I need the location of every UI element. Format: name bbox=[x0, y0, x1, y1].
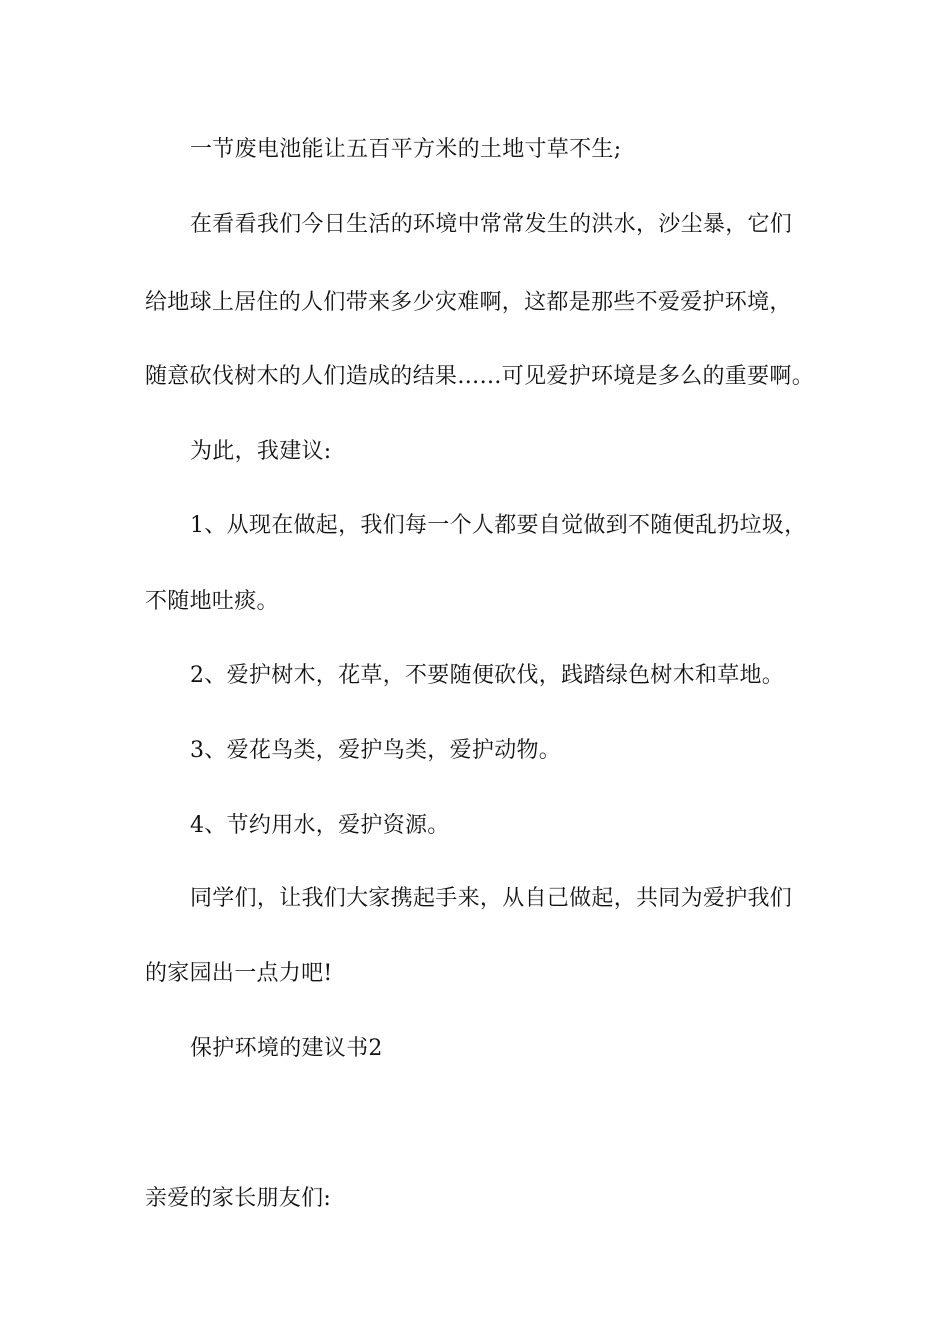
section-title: 保护环境的建议书2 bbox=[190, 1036, 383, 1061]
list-item-3: 3、爱花鸟类，爱护鸟类，爱护动物。 bbox=[190, 738, 562, 763]
list-item-1-line-1: 1、从现在做起，我们每一个人都要自觉做到不随便乱扔垃圾， bbox=[190, 513, 807, 538]
list-item-4: 4、节约用水，爱护资源。 bbox=[190, 813, 450, 838]
paragraph-line-proposal-intro: 为此，我建议: bbox=[190, 439, 332, 464]
salutation: 亲爱的家长朋友们: bbox=[145, 1186, 332, 1211]
paragraph-line-environment-3: 随意砍伐树木的人们造成的结果……可见爱护环境是多么的重要啊。 bbox=[145, 364, 815, 389]
paragraph-line-environment-2: 给地球上居住的人们带来多少灾难啊，这都是那些不爱爱护环境， bbox=[145, 290, 792, 315]
list-item-1-line-2: 不随地吐痰。 bbox=[145, 589, 279, 614]
paragraph-line-battery: 一节废电池能让五百平方米的土地寸草不生; bbox=[190, 137, 622, 162]
paragraph-line-closing-2: 的家园出一点力吧! bbox=[145, 961, 333, 986]
paragraph-line-environment-1: 在看看我们今日生活的环境中常常发生的洪水，沙尘暴，它们 bbox=[190, 212, 793, 237]
list-item-2: 2、爱护树木，花草，不要随便砍伐，践踏绿色树木和草地。 bbox=[190, 663, 785, 688]
paragraph-line-closing-1: 同学们，让我们大家携起手来，从自己做起，共同为爱护我们 bbox=[190, 886, 793, 911]
